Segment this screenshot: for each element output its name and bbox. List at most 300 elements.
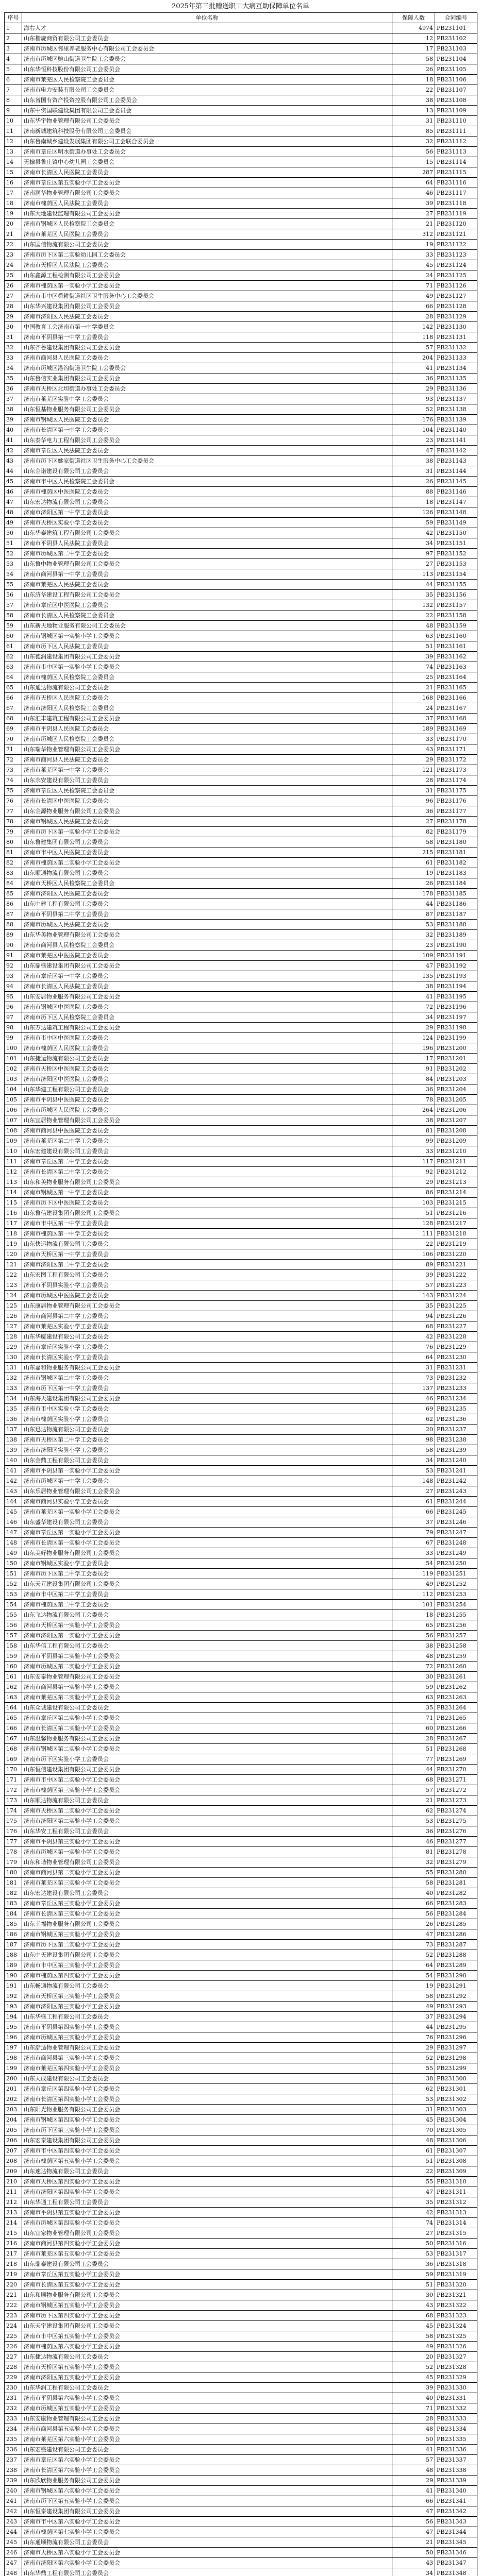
table-row [5,1229,477,1239]
row-insured-count: 53 [392,2249,435,2259]
table-row [5,580,477,590]
table-row [5,2311,477,2321]
table-row [5,126,477,137]
row-insured-count: 33 [392,1548,435,1558]
table-row [5,116,477,126]
row-contract-number: PB231299 [435,2063,477,2074]
row-index: 212 [5,2197,22,2208]
table-row [5,95,477,106]
row-unit-name: 济南市槐荫区人民法院工会委员会 [22,198,392,209]
row-index: 244 [5,2527,22,2537]
row-unit-name: 山东华厦建设有限公司工会委员会 [22,1332,392,1342]
table-row [5,930,477,940]
row-index: 224 [5,2321,22,2331]
row-unit-name: 山东汇丰建筑工程有限公司工会委员会 [22,714,392,724]
table-row [5,1579,477,1589]
row-insured-count: 33 [392,734,435,744]
table-row [5,2414,477,2424]
row-unit-name: 济南市长清区第六实验小学工会委员会 [22,2465,392,2476]
row-insured-count: 45 [392,2321,435,2331]
row-unit-name: 山东海天建设集团有限公司工会委员会 [22,1394,392,1404]
table-row [5,909,477,920]
table-row [5,2537,477,2548]
row-insured-count: 49 [392,291,435,301]
row-unit-name: 山东通达物流有限公司工会委员会 [22,683,392,693]
row-insured-count: 49 [392,2002,435,2012]
row-insured-count: 117 [392,1157,435,1167]
row-index: 139 [5,1445,22,1455]
table-row [5,1084,477,1095]
row-index: 169 [5,1754,22,1765]
row-index: 108 [5,1126,22,1136]
row-unit-name: 山东鲁建集团有限公司工会委员会 [22,837,392,848]
row-index: 9 [5,106,22,116]
table-header-row [5,13,477,23]
row-index: 2 [5,33,22,44]
row-insured-count: 78 [392,1095,435,1105]
row-contract-number: PB231180 [435,837,477,848]
row-unit-name: 济南市莱芜区人民检察院工会委员会 [22,75,392,85]
table-row [5,332,477,343]
row-contract-number: PB231152 [435,549,477,559]
row-contract-number: PB231321 [435,2290,477,2300]
row-insured-count: 86 [392,1188,435,1198]
table-row [5,2002,477,2012]
row-unit-name: 济南市槐荫区人民检察院工会委员会 [22,672,392,683]
row-unit-name: 山东恒基物业服务有限公司工会委员会 [22,404,392,415]
table-row [5,1775,477,1785]
row-contract-number: PB231266 [435,1723,477,1734]
row-contract-number: PB231108 [435,95,477,106]
row-unit-name: 山东德润建设集团有限公司工会委员会 [22,652,392,662]
row-unit-name: 济南市历下区中医医院工会委员会 [22,1198,392,1208]
table-row [5,1476,477,1486]
row-unit-name: 济南市济阳区第一实验小学工会委员会 [22,1631,392,1641]
row-index: 113 [5,1177,22,1188]
row-index: 140 [5,1455,22,1466]
row-contract-number: PB231208 [435,1126,477,1136]
row-contract-number: PB231182 [435,858,477,868]
row-index: 7 [5,85,22,95]
page-title: 2025年第三批赠送职工大病互助保障单位名单 [171,3,310,10]
row-contract-number: PB231284 [435,1909,477,1919]
row-contract-number: PB231273 [435,1795,477,1806]
row-index: 210 [5,2177,22,2187]
table-row [5,270,477,281]
row-insured-count: 22 [392,2166,435,2177]
row-index: 194 [5,2012,22,2022]
row-contract-number: PB231162 [435,652,477,662]
row-insured-count: 79 [392,1528,435,1538]
row-index: 41 [5,435,22,446]
table-row [5,137,477,147]
row-contract-number: PB231183 [435,868,477,878]
row-insured-count: 18 [392,497,435,507]
row-contract-number: PB231187 [435,909,477,920]
row-unit-name: 山东宏图工程有限公司工会委员会 [22,1270,392,1280]
row-unit-name: 山东华润工程有限公司工会委员会 [22,2383,392,2393]
table-row [5,2383,477,2393]
header-insured-count: 保障人数 [392,13,435,23]
row-contract-number: PB231325 [435,2331,477,2342]
table-row [5,1363,477,1373]
table-row [5,868,477,878]
table-row [5,2352,477,2362]
row-index: 8 [5,95,22,106]
table-row [5,1332,477,1342]
row-unit-name: 济南市天桥区第三实验小学工会委员会 [22,1991,392,2002]
row-insured-count: 104 [392,425,435,435]
table-row [5,1455,477,1466]
row-insured-count: 51 [392,1208,435,1218]
row-insured-count: 68 [392,1321,435,1332]
row-contract-number: PB231289 [435,1960,477,1971]
table-row [5,1497,477,1507]
row-unit-name: 中国教育工会济南市第一中学委员会 [22,322,392,332]
row-insured-count: 37 [392,1517,435,1528]
row-unit-name: 山东盛华建设有限公司工会委员会 [22,1517,392,1528]
row-index: 21 [5,229,22,240]
table-row [5,312,477,322]
row-insured-count: 142 [392,322,435,332]
table-row [5,2012,477,2022]
row-contract-number: PB231102 [435,33,477,44]
row-unit-name: 济南市历下区姚家街道社区卫生服务中心工会委员会 [22,456,392,466]
row-contract-number: PB231227 [435,1321,477,1332]
row-index: 199 [5,2063,22,2074]
row-contract-number: PB231240 [435,1455,477,1466]
row-index: 68 [5,714,22,724]
row-contract-number: PB231220 [435,1249,477,1260]
row-unit-name: 济南市商河县第二中学工会委员会 [22,1311,392,1321]
row-contract-number: PB231311 [435,2187,477,2197]
table-row [5,1188,477,1198]
table-row [5,2146,477,2156]
row-unit-name: 济南市长清区实验小学工会委员会 [22,1352,392,1363]
row-unit-name: 济南市章丘区第二中学工会委员会 [22,1157,392,1167]
row-insured-count: 71 [392,2403,435,2414]
row-contract-number: PB231202 [435,1064,477,1074]
row-contract-number: PB231281 [435,1878,477,1888]
table-body [5,23,477,2576]
row-unit-name: 济南市莱芜区第四实验小学工会委员会 [22,2063,392,2074]
row-insured-count: 101 [392,1600,435,1610]
row-index: 193 [5,2002,22,2012]
row-insured-count: 13 [392,106,435,116]
row-index: 87 [5,909,22,920]
row-contract-number: PB231221 [435,1260,477,1270]
row-insured-count: 113 [392,569,435,580]
row-unit-name: 济南市长清区第一中学工会委员会 [22,425,392,435]
row-index: 188 [5,1950,22,1960]
row-insured-count: 119 [392,1569,435,1579]
row-unit-name: 山东金鼎工程有限公司工会委员会 [22,1455,392,1466]
row-unit-name: 济南市历城区第一实验小学工会委员会 [22,1847,392,1857]
table-row [5,1600,477,1610]
table-row [5,641,477,652]
row-unit-name: 山东捷达物流有限公司工会委员会 [22,2352,392,2362]
table-row [5,1672,477,1682]
row-index: 156 [5,1620,22,1631]
row-contract-number: PB231176 [435,796,477,806]
row-contract-number: PB231133 [435,353,477,363]
row-index: 189 [5,1960,22,1971]
row-unit-name: 济南市历下区第一实验小学工会委员会 [22,827,392,837]
row-insured-count: 31 [392,1363,435,1373]
row-unit-name: 济南市历下区第二实验小学工会委员会 [22,1940,392,1950]
row-contract-number: PB231263 [435,1692,477,1703]
row-contract-number: PB231140 [435,425,477,435]
row-index: 130 [5,1352,22,1363]
row-contract-number: PB231167 [435,703,477,714]
table-row [5,1280,477,1291]
row-index: 57 [5,600,22,611]
row-index: 35 [5,374,22,384]
row-index: 204 [5,2115,22,2125]
table-row [5,652,477,662]
row-index: 207 [5,2146,22,2156]
row-insured-count: 97 [392,549,435,559]
row-index: 195 [5,2022,22,2032]
table-row [5,920,477,930]
table-row [5,1950,477,1960]
row-contract-number: PB231141 [435,435,477,446]
row-contract-number: PB231151 [435,538,477,549]
row-contract-number: PB231154 [435,569,477,580]
row-unit-name: 山东天宇建设集团有限公司工会委员会 [22,2321,392,2331]
row-contract-number: PB231200 [435,1043,477,1054]
row-contract-number: PB231149 [435,518,477,528]
row-contract-number: PB231232 [435,1373,477,1383]
table-row [5,2434,477,2445]
table-row [5,765,477,775]
table-row [5,1754,477,1765]
row-insured-count: 26 [392,1919,435,1929]
table-row [5,590,477,600]
row-contract-number: PB231159 [435,621,477,631]
row-contract-number: PB231113 [435,147,477,157]
row-insured-count: 82 [392,827,435,837]
row-unit-name: 山东嘉和物业服务有限公司工会委员会 [22,1363,392,1373]
row-index: 15 [5,167,22,178]
row-index: 83 [5,868,22,878]
row-unit-name: 济南市市中区第一实验小学工会委员会 [22,662,392,672]
row-insured-count: 98 [392,1435,435,1445]
row-contract-number: PB231280 [435,1868,477,1878]
row-unit-name: 济南市历城区第一中学工会委员会 [22,1476,392,1486]
row-index: 231 [5,2393,22,2403]
row-index: 109 [5,1136,22,1146]
row-index: 82 [5,858,22,868]
row-index: 191 [5,1981,22,1991]
row-contract-number: PB231163 [435,662,477,672]
row-contract-number: PB231293 [435,2002,477,2012]
row-insured-count: 49 [392,2342,435,2352]
row-insured-count: 29 [392,2476,435,2486]
row-insured-count: 36 [392,374,435,384]
row-insured-count: 60 [392,1723,435,1734]
row-index: 174 [5,1806,22,1816]
row-unit-name: 山东鲁中物业管理有限公司工会委员会 [22,559,392,569]
row-index: 241 [5,2496,22,2506]
table-row [5,1682,477,1692]
row-insured-count: 52 [392,1950,435,1960]
row-contract-number: PB231124 [435,260,477,270]
table-row [5,435,477,446]
table-row [5,2187,477,2197]
row-unit-name: 济南市历下区人民检察院工会委员会 [22,1012,392,1023]
row-unit-name: 山东迅达物流有限公司工会委员会 [22,1425,392,1435]
row-insured-count: 24 [392,270,435,281]
table-row [5,2362,477,2372]
row-insured-count: 54 [392,1971,435,1981]
table-row [5,827,477,837]
row-insured-count: 51 [392,2156,435,2166]
row-unit-name: 济南润华物业管理有限公司工会委员会 [22,188,392,198]
row-unit-name: 济南市历城区邻里养老服务中心有限公司工会委员会 [22,44,392,54]
row-contract-number: PB231309 [435,2166,477,2177]
row-unit-name: 山东和顺物业服务有限公司工会委员会 [22,2290,392,2300]
row-unit-name: 济南市历城区港沟街道卫生院工会委员会 [22,363,392,374]
row-index: 112 [5,1167,22,1177]
table-row [5,724,477,734]
row-insured-count: 189 [392,724,435,734]
row-insured-count: 51 [392,2280,435,2290]
row-contract-number: PB231250 [435,1558,477,1569]
row-index: 144 [5,1497,22,1507]
row-unit-name: 济南市槐荫区第七实验小学工会委员会 [22,2527,392,2537]
table-row [5,518,477,528]
row-insured-count: 52 [392,2362,435,2372]
row-contract-number: PB231211 [435,1157,477,1167]
row-unit-name: 济南市莱芜区人民医院工会委员会 [22,229,392,240]
row-index: 86 [5,899,22,909]
table-row [5,693,477,703]
row-unit-name: 济南市商河县人民医院工会委员会 [22,353,392,363]
row-insured-count: 58 [392,2331,435,2342]
row-index: 93 [5,971,22,981]
table-row [5,2403,477,2414]
row-contract-number: PB231126 [435,281,477,291]
table-row [5,147,477,157]
unit-list-table [4,12,477,2576]
row-unit-name: 济南市莱芜区中医医院工会委员会 [22,951,392,961]
row-unit-name: 济南市平阴县实验小学工会委员会 [22,1280,392,1291]
row-insured-count: 44 [392,2022,435,2032]
row-unit-name: 济南市槐荫区第二实验小学工会委员会 [22,858,392,868]
row-insured-count: 57 [392,1280,435,1291]
row-insured-count: 68 [392,2311,435,2321]
row-insured-count: 62 [392,1806,435,1816]
row-index: 205 [5,2125,22,2136]
row-unit-name: 山东华通工程有限公司工会委员会 [22,2197,392,2208]
row-insured-count: 49 [392,1579,435,1589]
row-contract-number: PB231294 [435,2012,477,2022]
row-unit-name: 济南市槐荫区人民医院工会委员会 [22,1043,392,1054]
row-index: 203 [5,2105,22,2115]
table-row [5,1940,477,1950]
row-insured-count: 21 [392,1795,435,1806]
table-row [5,2300,477,2311]
row-index: 90 [5,940,22,951]
table-row [5,2166,477,2177]
row-index: 131 [5,1363,22,1373]
row-contract-number: PB231328 [435,2362,477,2372]
table-row [5,1260,477,1270]
table-row [5,1641,477,1651]
row-insured-count: 64 [392,178,435,188]
table-row [5,1095,477,1105]
row-contract-number: PB231298 [435,2053,477,2063]
row-unit-name: 济南市钢城区中医医院工会委员会 [22,1002,392,1012]
table-row [5,1558,477,1569]
row-unit-name: 山东宜居物业管理有限公司工会委员会 [22,1115,392,1126]
row-insured-count: 21 [392,2537,435,2548]
row-index: 76 [5,796,22,806]
row-index: 55 [5,580,22,590]
row-insured-count: 28 [392,775,435,786]
row-unit-name: 济南市商河县第一中学工会委员会 [22,569,392,580]
row-insured-count: 204 [392,353,435,363]
row-unit-name: 山东速达物流有限公司工会委员会 [22,2166,392,2177]
table-row [5,23,477,33]
row-index: 196 [5,2032,22,2043]
table-row [5,64,477,75]
row-index: 185 [5,1919,22,1929]
table-row [5,714,477,724]
row-unit-name: 济南市平阴县中医医院工会委员会 [22,1095,392,1105]
row-unit-name: 济南市槐荫区第一实验小学工会委员会 [22,281,392,291]
row-insured-count: 18 [392,75,435,85]
row-contract-number: PB231230 [435,1352,477,1363]
row-insured-count: 50 [392,2434,435,2445]
row-unit-name: 济南市槐荫区第六实验小学工会委员会 [22,2342,392,2352]
row-index: 32 [5,343,22,353]
row-unit-name: 山东楷旋商贸有限公司工会委员会 [22,33,392,44]
row-insured-count: 215 [392,848,435,858]
row-unit-name: 山东顺通物流有限公司工会委员会 [22,868,392,878]
row-insured-count: 56 [392,2517,435,2527]
row-index: 187 [5,1940,22,1950]
row-index: 168 [5,1744,22,1754]
row-insured-count: 76 [392,2032,435,2043]
row-insured-count: 43 [392,2558,435,2568]
row-unit-name: 济南市济阳区第二实验小学工会委员会 [22,1816,392,1826]
row-insured-count: 44 [392,1765,435,1775]
row-unit-name: 山东安泰物业管理有限公司工会委员会 [22,1672,392,1682]
row-index: 152 [5,1579,22,1589]
row-contract-number: PB231258 [435,1641,477,1651]
row-unit-name: 山东飞达物流有限公司工会委员会 [22,1610,392,1620]
row-contract-number: PB231339 [435,2476,477,2486]
row-unit-name: 山东中建工程有限公司工会委员会 [22,899,392,909]
row-insured-count: 50 [392,2239,435,2249]
row-index: 25 [5,270,22,281]
row-unit-name: 山东华恒科技股份有限公司工会委员会 [22,64,392,75]
row-insured-count: 51 [392,641,435,652]
row-contract-number: PB231218 [435,1229,477,1239]
table-row [5,75,477,85]
row-contract-number: PB231330 [435,2383,477,2393]
row-index: 42 [5,446,22,456]
table-row [5,786,477,796]
row-unit-name: 济南市历下区第三实验小学工会委员会 [22,2125,392,2136]
row-index: 134 [5,1394,22,1404]
row-index: 209 [5,2166,22,2177]
table-row [5,806,477,817]
table-row [5,497,477,507]
table-row [5,415,477,425]
